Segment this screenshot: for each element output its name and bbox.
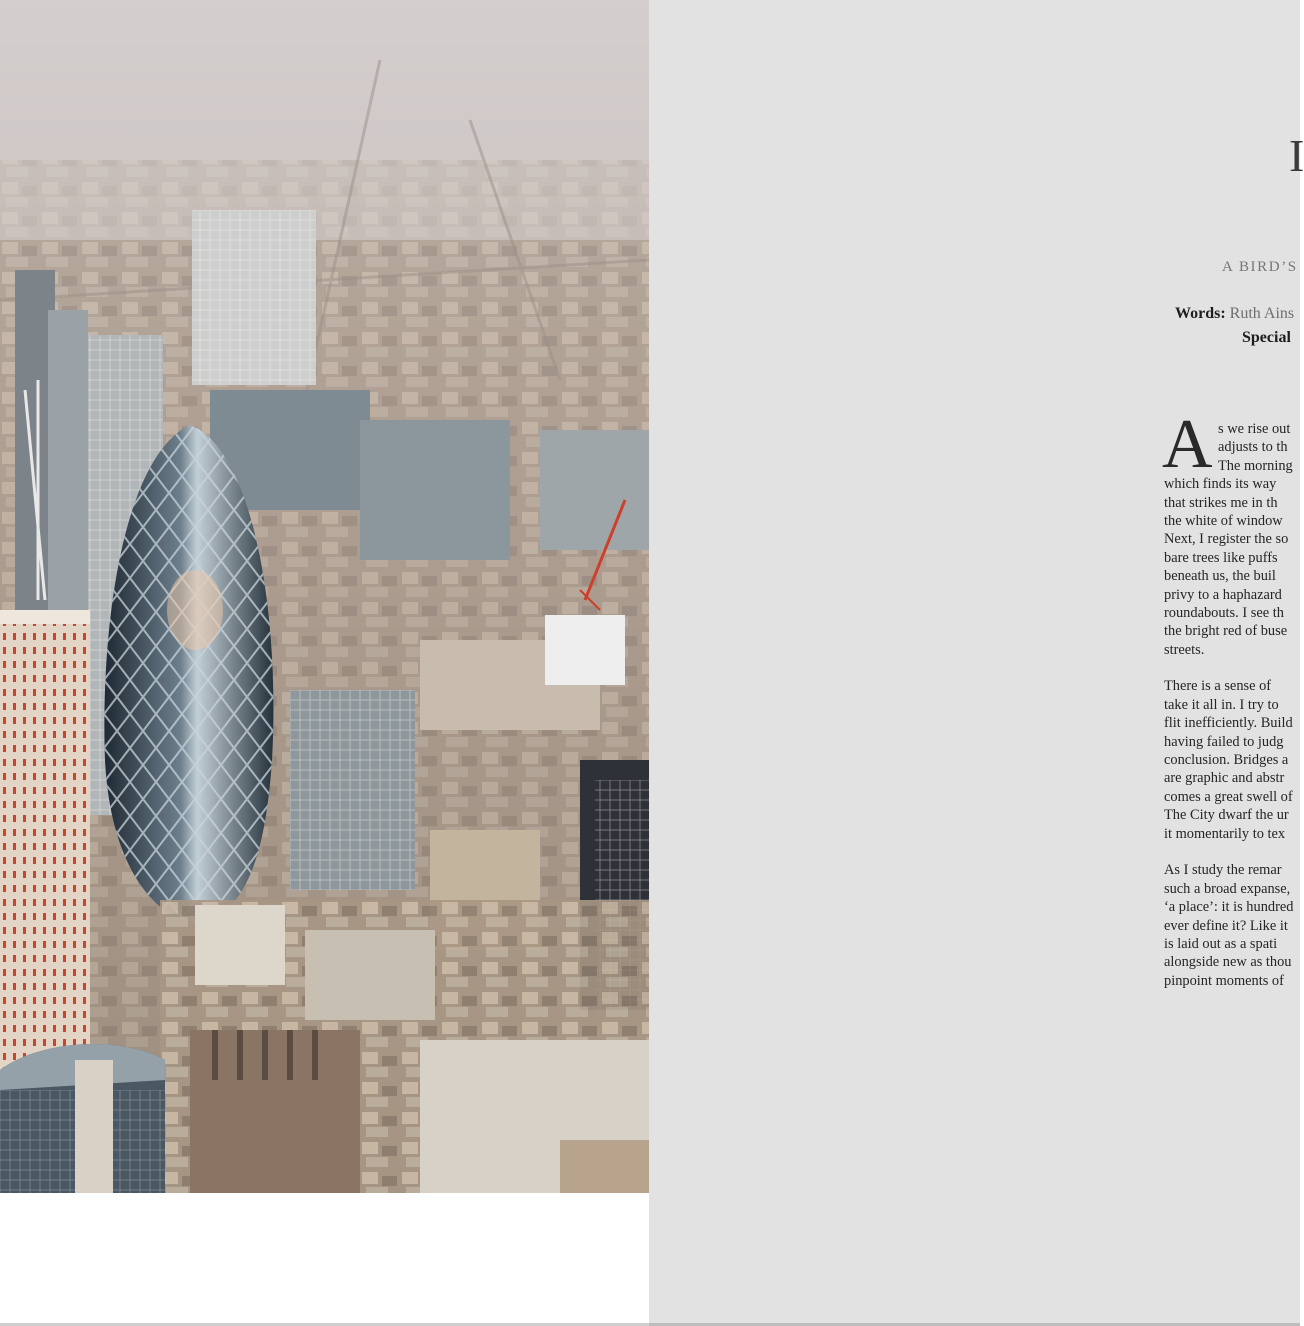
body-line: ‘a place’: it is hundred — [1164, 899, 1294, 916]
body-line: Next, I register the so — [1164, 531, 1289, 548]
body-line: is laid out as a spati — [1164, 935, 1278, 952]
byline-label: Words: — [1175, 305, 1226, 322]
paragraph-2 — [1164, 677, 1293, 843]
body-line: streets. — [1164, 641, 1205, 658]
body-line: There is a sense of — [1164, 678, 1272, 695]
body-line: adjusts to th — [1218, 439, 1288, 456]
body-line: The City dwarf the ur — [1164, 807, 1289, 824]
body-line: ever define it? Like it — [1164, 917, 1288, 934]
body-line: s we rise out — [1218, 421, 1291, 437]
body-line: which finds its way — [1164, 476, 1277, 493]
body-line: having failed to judg — [1164, 733, 1284, 750]
right-page — [649, 0, 1304, 1323]
body-line: the bright red of buse — [1164, 623, 1288, 640]
drop-cap: A — [1162, 406, 1213, 483]
body-line: The morning — [1218, 457, 1293, 474]
body-line: take it all in. I try to — [1164, 696, 1279, 713]
body-line: the white of window — [1164, 512, 1283, 529]
body-line: roundabouts. I see th — [1164, 604, 1284, 621]
left-page — [0, 0, 649, 1326]
article-byline — [1175, 305, 1294, 323]
body-line: pinpoint moments of — [1164, 972, 1284, 989]
body-line: are graphic and abstr — [1164, 770, 1285, 787]
paragraph-3 — [1164, 861, 1293, 990]
article-body — [1162, 406, 1294, 990]
body-line: conclusion. Bridges a — [1164, 752, 1289, 769]
body-line: flit inefficiently. Build — [1164, 715, 1293, 732]
body-line: As I study the remar — [1164, 862, 1282, 879]
body-line: it momentarily to tex — [1164, 825, 1286, 842]
body-line: bare trees like puffs — [1164, 549, 1278, 566]
body-line: such a broad expanse, — [1164, 880, 1291, 897]
body-line: beneath us, the buil — [1164, 568, 1276, 585]
body-line: alongside new as thou — [1164, 954, 1292, 971]
body-line: comes a great swell of — [1164, 788, 1293, 805]
byline-name: Ruth Ains — [1229, 305, 1295, 322]
aerial-city-photo-icon — [0, 0, 649, 1193]
body-line: that strikes me in th — [1164, 494, 1278, 511]
article-title: I — [1289, 130, 1304, 181]
article-kicker: A BIRD’S — [1222, 259, 1298, 275]
body-line: privy to a haphazard — [1164, 586, 1282, 603]
photo-credit-label: Special — [1242, 329, 1291, 346]
